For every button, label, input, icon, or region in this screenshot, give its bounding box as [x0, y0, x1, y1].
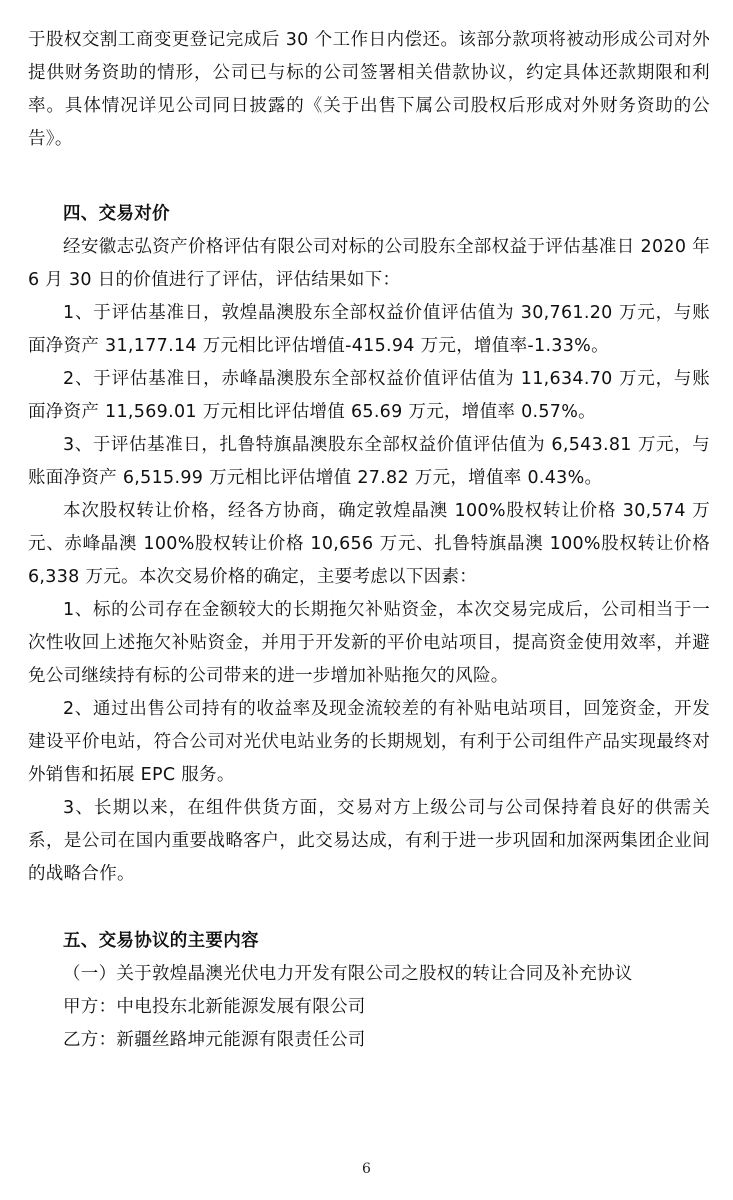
- valuation-item-1: 1、于评估基准日，敦煌晶澳股东全部权益价值评估值为 30,761.20 万元，与账面净资产 31,177.14 万元相比评估增值-415.94 万元，增值率-1.33%。: [28, 303, 710, 356]
- page-number: 6: [362, 1161, 371, 1177]
- paragraph-continuation: 于股权交割工商变更登记完成后 30 个工作日内偿还。该部分款项将被动形成公司对外提供财务资助的情形，公司已与标的公司签署相关借款协议，约定具体还款期限和利率。具体情况详见公司同日披露的《关于出售下属公司股权后形成对外财务资助的公告》。: [28, 30, 710, 149]
- section-gap: [28, 891, 710, 925]
- section-heading-4: 四、交易对价: [63, 204, 170, 224]
- price-factor-2: 2、通过出售公司持有的收益率及现金流较差的有补贴电站项目，回笼资金，开发建设平价电站，符合公司对光伏电站业务的长期规划，有利于公司组件产品实现最终对外销售和拓展 EPC 服务。: [28, 699, 710, 785]
- valuation-item-3: 3、于评估基准日，扎鲁特旗晶澳股东全部权益价值评估值为 6,543.81 万元，与账面净资产 6,515.99 万元相比评估增值 27.82 万元，增值率 0.43%。: [28, 435, 710, 488]
- document-body: [28, 24, 710, 1057]
- agreement-subheading-1: （一）关于敦煌晶澳光伏电力开发有限公司之股权的转让合同及补充协议: [63, 964, 633, 984]
- transfer-price-paragraph: 本次股权转让价格，经各方协商，确定敦煌晶澳 100%股权转让价格 30,574 万元、赤峰晶澳 100%股权转让价格 10,656 万元、扎鲁特旗晶澳 100%股权转让价格 6,338 万元。本次交易价格的确定，主要考虑以下因素：: [28, 501, 710, 587]
- party-a: 甲方：中电投东北新能源发展有限公司: [63, 997, 366, 1017]
- valuation-intro: 经安徽志弘资产价格评估有限公司对标的公司股东全部权益于评估基准日 2020 年 6 月 30 日的价值进行了评估，评估结果如下：: [28, 237, 710, 290]
- valuation-item-2: 2、于评估基准日，赤峰晶澳股东全部权益价值评估值为 11,634.70 万元，与账面净资产 11,569.01 万元相比评估增值 65.69 万元，增值率 0.57%。: [28, 369, 710, 422]
- party-b: 乙方：新疆丝路坤元能源有限责任公司: [63, 1030, 366, 1050]
- section-gap: [28, 156, 710, 198]
- price-factor-1: 1、标的公司存在金额较大的长期拖欠补贴资金，本次交易完成后，公司相当于一次性收回上述拖欠补贴资金，并用于开发新的平价电站项目，提高资金使用效率，并避免公司继续持有标的公司带来的进一步增加补贴拖欠的风险。: [28, 600, 710, 686]
- price-factor-3: 3、长期以来，在组件供货方面，交易对方上级公司与公司保持着良好的供需关系，是公司在国内重要战略客户，此交易达成，有利于进一步巩固和加深两集团企业间的战略合作。: [28, 798, 710, 884]
- section-heading-5: 五、交易协议的主要内容: [63, 931, 259, 951]
